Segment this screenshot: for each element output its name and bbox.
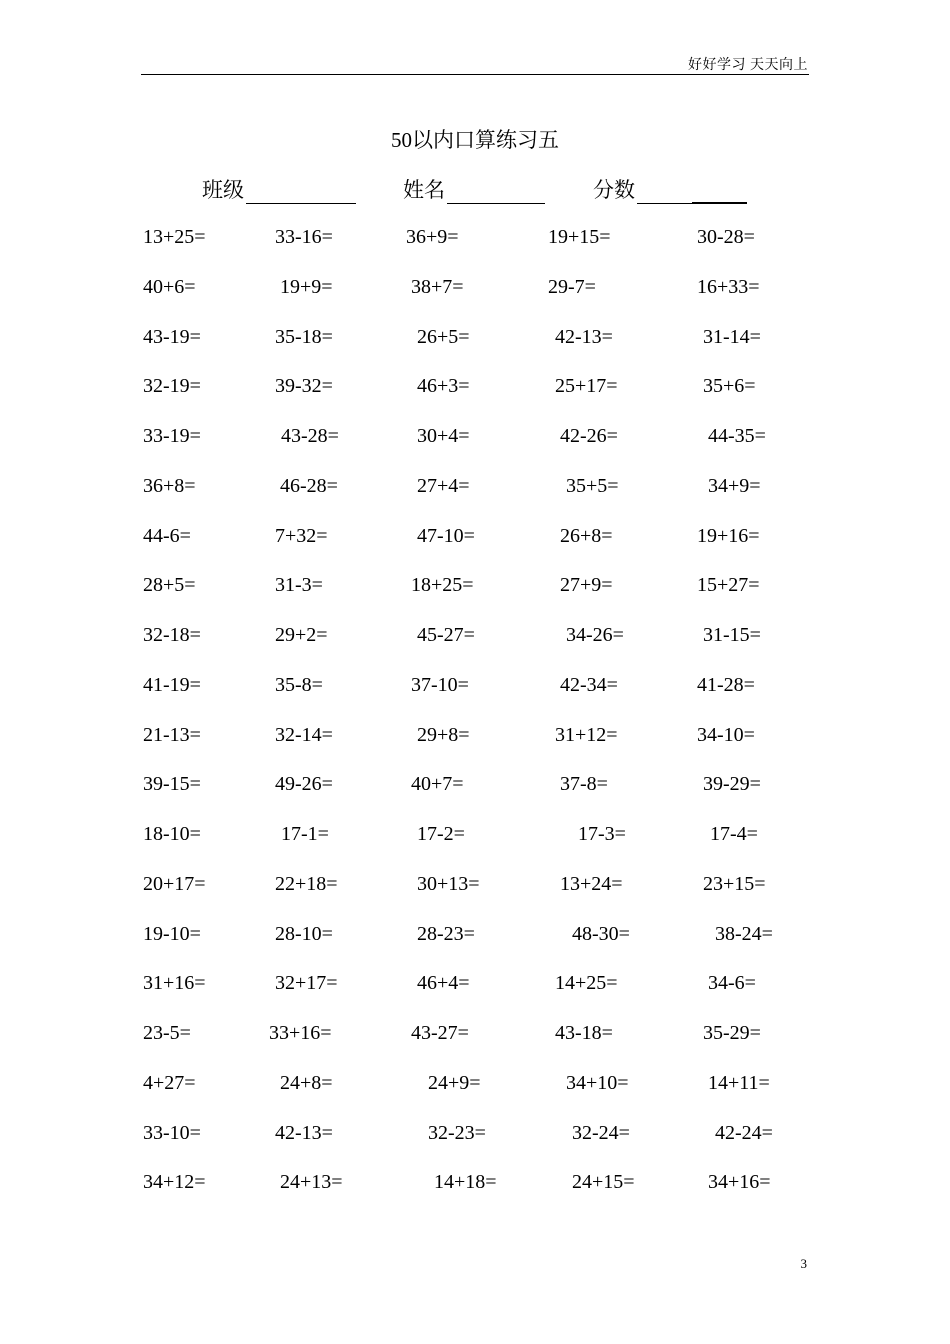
- problem-item: 18+25=: [411, 574, 474, 597]
- problem-item: 21-13=: [143, 723, 201, 746]
- problem-item: 19+16=: [697, 524, 760, 547]
- problem-item: 42-13=: [275, 1121, 333, 1144]
- score-blank[interactable]: [637, 181, 692, 204]
- problem-row: [0, 326, 950, 376]
- problem-item: 33-19=: [143, 425, 201, 447]
- class-blank[interactable]: [246, 181, 356, 204]
- problem-item: 19+15=: [548, 226, 611, 248]
- problem-item: 19-10=: [143, 922, 201, 945]
- problem-item: 49-26=: [275, 773, 333, 796]
- problem-item: 43-27=: [411, 1022, 469, 1044]
- problem-row: [0, 873, 950, 923]
- problem-item: 28-10=: [275, 922, 333, 945]
- problem-row: [0, 923, 950, 973]
- problem-item: 35-18=: [275, 325, 333, 348]
- problem-item: 35-8=: [275, 673, 323, 696]
- problem-row: [0, 574, 950, 624]
- problem-item: 29+2=: [275, 624, 328, 646]
- problem-row: [0, 1171, 950, 1221]
- problem-item: 15+27=: [697, 574, 760, 597]
- problem-item: 23+15=: [703, 872, 766, 895]
- problem-item: 27+4=: [417, 474, 470, 497]
- problem-row: [0, 674, 950, 724]
- problem-item: 14+11=: [708, 1071, 770, 1094]
- student-info-row: [0, 174, 950, 204]
- problem-row: [0, 1072, 950, 1122]
- problem-item: 34-10=: [697, 723, 755, 746]
- problem-row: [0, 276, 950, 326]
- score-label: 分数: [593, 178, 635, 202]
- problem-item: 17-4=: [710, 823, 758, 845]
- problem-item: 35+5=: [566, 474, 619, 497]
- problem-item: 43-18=: [555, 1022, 613, 1044]
- problem-item: 29-7=: [548, 275, 596, 298]
- problem-item: 40+6=: [143, 275, 196, 298]
- problem-item: 32+17=: [275, 972, 338, 995]
- problem-item: 46+4=: [417, 972, 470, 995]
- problem-item: 37-10=: [411, 673, 469, 696]
- problem-item: 45-27=: [417, 624, 475, 646]
- problem-item: 31-3=: [275, 574, 323, 597]
- problem-item: 47-10=: [417, 524, 475, 547]
- problem-item: 32-19=: [143, 375, 201, 398]
- problem-item: 42-24=: [715, 1121, 773, 1144]
- problem-item: 24+13=: [280, 1171, 343, 1194]
- name-label: 姓名: [403, 178, 445, 202]
- problem-row: [0, 972, 950, 1022]
- problem-row: [0, 475, 950, 525]
- problem-item: 38+7=: [411, 275, 464, 298]
- problem-item: 17-2=: [417, 823, 465, 845]
- problem-item: 44-6=: [143, 524, 191, 547]
- problem-item: 39-29=: [703, 773, 761, 796]
- problem-item: 14+18=: [434, 1171, 497, 1194]
- problem-item: 35-29=: [703, 1022, 761, 1044]
- problem-item: 33-16=: [275, 226, 333, 248]
- problem-item: 34+9=: [708, 474, 761, 497]
- problem-item: 34-6=: [708, 972, 756, 995]
- problem-item: 28-23=: [417, 922, 475, 945]
- problem-item: 38-24=: [715, 922, 773, 945]
- problem-item: 4+27=: [143, 1071, 196, 1094]
- problem-item: 43-28=: [281, 425, 339, 447]
- problem-item: 28+5=: [143, 574, 196, 597]
- problem-item: 32-14=: [275, 723, 333, 746]
- score-blank-end: [692, 180, 747, 204]
- problem-row: [0, 823, 950, 873]
- problem-item: 19+9=: [280, 275, 333, 298]
- problem-item: 33+16=: [269, 1022, 332, 1044]
- class-field: [202, 174, 356, 204]
- problem-item: 41-19=: [143, 673, 201, 696]
- problem-item: 16+33=: [697, 275, 760, 298]
- problem-item: 25+17=: [555, 375, 618, 398]
- problem-item: 24+9=: [428, 1071, 481, 1094]
- problem-item: 37-8=: [560, 773, 608, 796]
- problem-item: 36+8=: [143, 474, 196, 497]
- problem-item: 42-26=: [560, 425, 618, 447]
- problem-item: 24+15=: [572, 1171, 635, 1194]
- problem-grid: [0, 226, 950, 1221]
- problem-row: [0, 624, 950, 674]
- problem-item: 34+12=: [143, 1171, 206, 1194]
- problem-row: [0, 226, 950, 276]
- problem-item: 26+5=: [417, 325, 470, 348]
- name-blank[interactable]: [447, 181, 545, 204]
- problem-item: 48-30=: [572, 922, 630, 945]
- problem-item: 22+18=: [275, 872, 338, 895]
- problem-row: [0, 375, 950, 425]
- header-divider: [141, 74, 809, 75]
- problem-item: 32-23=: [428, 1121, 486, 1144]
- problem-item: 30+13=: [417, 872, 480, 895]
- page-number: 3: [800, 1256, 807, 1271]
- problem-row: [0, 773, 950, 823]
- problem-item: 31-15=: [703, 624, 761, 646]
- name-field: [403, 174, 545, 204]
- problem-item: 30-28=: [697, 226, 755, 248]
- problem-item: 7+32=: [275, 524, 328, 547]
- problem-item: 18-10=: [143, 823, 201, 845]
- problem-item: 34+10=: [566, 1071, 629, 1094]
- problem-item: 43-19=: [143, 325, 201, 348]
- problem-item: 14+25=: [555, 972, 618, 995]
- problem-item: 31-14=: [703, 325, 761, 348]
- problem-item: 32-24=: [572, 1121, 630, 1144]
- problem-item: 24+8=: [280, 1071, 333, 1094]
- class-label: 班级: [202, 178, 244, 202]
- problem-item: 31+16=: [143, 972, 206, 995]
- page-title: 50以内口算练习五: [391, 128, 559, 152]
- problem-item: 39-32=: [275, 375, 333, 398]
- problem-item: 46+3=: [417, 375, 470, 398]
- problem-item: 20+17=: [143, 872, 206, 895]
- problem-item: 36+9=: [406, 226, 459, 248]
- problem-row: [0, 525, 950, 575]
- problem-item: 42-34=: [560, 673, 618, 696]
- problem-row: [0, 425, 950, 475]
- problem-item: 26+8=: [560, 524, 613, 547]
- problem-item: 29+8=: [417, 723, 470, 746]
- problem-row: [0, 1122, 950, 1172]
- problem-item: 32-18=: [143, 624, 201, 646]
- problem-item: 34-26=: [566, 624, 624, 646]
- problem-item: 17-1=: [281, 823, 329, 845]
- problem-item: 30+4=: [417, 425, 470, 447]
- problem-item: 17-3=: [578, 823, 626, 845]
- problem-item: 13+25=: [143, 226, 206, 248]
- problem-row: [0, 724, 950, 774]
- problem-item: 44-35=: [708, 425, 766, 447]
- problem-item: 27+9=: [560, 574, 613, 597]
- problem-item: 31+12=: [555, 723, 618, 746]
- problem-item: 34+16=: [708, 1171, 771, 1194]
- problem-row: [0, 1022, 950, 1072]
- problem-item: 40+7=: [411, 773, 464, 796]
- problem-item: 33-10=: [143, 1121, 201, 1144]
- problem-item: 46-28=: [280, 474, 338, 497]
- problem-item: 13+24=: [560, 872, 623, 895]
- problem-item: 42-13=: [555, 325, 613, 348]
- problem-item: 23-5=: [143, 1022, 191, 1044]
- score-field: [593, 174, 747, 204]
- problem-item: 35+6=: [703, 375, 756, 398]
- header-motto: 好好学习 天天向上: [688, 58, 808, 73]
- problem-item: 41-28=: [697, 673, 755, 696]
- problem-item: 39-15=: [143, 773, 201, 796]
